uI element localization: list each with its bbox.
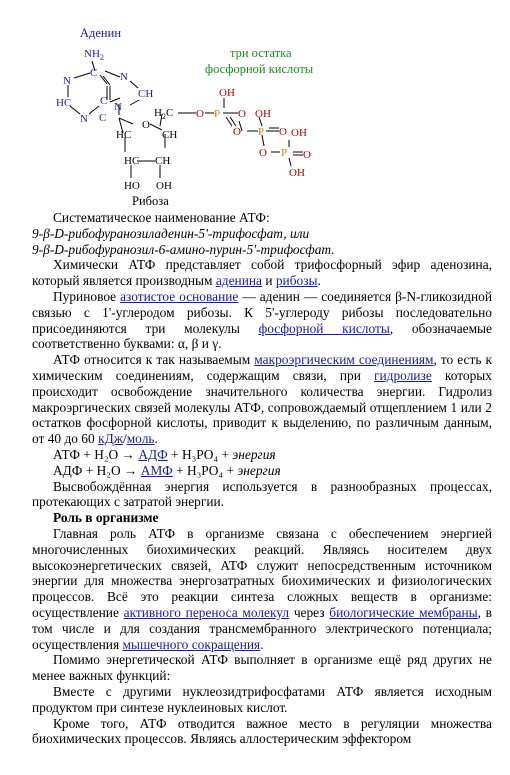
paragraph-nucleic-acids: Вместе с другими нуклеозидтрифосфатами АТФ является исходным продуктом при синтезе нуклеиновых кислот. — [32, 683, 492, 715]
atom-n3: N — [80, 113, 88, 125]
atom-oh-p2: OH — [255, 108, 271, 120]
systematic-name-label: Систематическое наименование АТФ: — [53, 210, 270, 225]
equation-adp: АДФ + H₂O → АМФ + H₃PO₄ + энергия — [53, 462, 281, 478]
atom-o-p2: O — [279, 126, 287, 138]
atom-ch-bottom: CH — [155, 155, 171, 167]
atom-o-link2: O — [238, 108, 246, 120]
atom-hc-left: HC — [116, 129, 132, 141]
paragraph-purine: Пуриновое азотистое основание — аденин — соединяется β-N-гликозидной связью с 1'-углеродом рибозы. К 5'-углероду рибозы последовательно присоединяются три молекулы фосфорной кислоты, обозначаемые соответственно буквами: α, β и γ. — [32, 288, 492, 352]
phosphate-label-1: три остатка — [230, 46, 292, 60]
paragraph-chemistry: Химически АТФ представляет собой трифосфорный эфир аденозина, который является производным аденина и рибозы. — [32, 257, 492, 289]
link-adp[interactable]: АДФ — [138, 446, 168, 462]
paragraph-released-energy: Высвобождённая энергия используется в разнообразных процессах, протекающих с затратой энергии. — [32, 478, 492, 510]
link-macroergic-compounds[interactable]: макроэргическим соединениям — [254, 352, 434, 368]
atom-ch8: CH — [138, 88, 154, 100]
link-kj[interactable]: кДж — [98, 431, 123, 447]
atom-o-link3: O — [259, 147, 267, 159]
atom-o-p3: O — [303, 149, 311, 161]
atom-n7: N — [120, 71, 128, 83]
paragraph-other-functions: Помимо энергетической АТФ выполняет в организме ещё ряд других не менее важных функций: — [32, 652, 492, 684]
atom-c4: C — [99, 112, 107, 124]
link-mol[interactable]: моль — [126, 431, 155, 447]
atom-o-p1: O — [233, 126, 241, 138]
paragraph-macroergic: АТФ относится к так называемым макроэргическим соединениям, то есть к химическим соединениям, содержащим связи, при гидролизе которых происходит освобождение значительного количества энергии. Гидролиз макроэргических связей молекулы АТФ, сопровождаемый отщеплением 1 или 2 остатков фосфорной кислоты, приводит к выделению, по различным данным, от 40 до 60 кДж/моль. — [32, 352, 492, 447]
link-amp[interactable]: АМФ — [140, 462, 173, 478]
atom-oh-ribose: OH — [156, 180, 172, 192]
atom-n1: N — [63, 75, 71, 87]
atom-oh-p1: OH — [219, 87, 235, 99]
section-heading-role: Роль в организме — [53, 510, 159, 526]
link-hydrolysis[interactable]: гидролизе — [374, 367, 432, 383]
atom-c5: C — [100, 95, 108, 107]
link-adenine[interactable]: аденина — [215, 273, 262, 289]
link-ribose[interactable]: рибозы — [275, 273, 318, 289]
atom-ho: HO — [124, 180, 140, 192]
atom-ring-o: O — [142, 119, 150, 131]
paragraph-regulation: Кроме того, АТФ отводится важное место в регуляции множества биохимических процессов. Являясь аллостерическим эффектором — [32, 715, 492, 747]
adenine-label: Аденин — [80, 26, 122, 40]
document-body — [32, 210, 492, 747]
systematic-name-2: 9-β-D-рибофуранозил-6-амино-пурин-5'-трифосфат. — [32, 241, 335, 257]
atom-p3: P — [281, 147, 288, 159]
atom-p1: P — [214, 108, 221, 120]
atom-oh-p3-bottom: OH — [289, 167, 305, 179]
atom-hc2: HC — [56, 97, 72, 109]
paragraph-main-role: Главная роль АТФ в организме связана с обеспечением энергией многочисленных биохимических реакций. Являясь носителем двух высокоэнергетических связей, АТФ служит непосредственным источником энергии для множества энергозатратных биохимических и физиологических процессов. Всё это реакции синтеза сложных веществ в организме: осуществление активного переноса молекул через биологические мембраны, в том числе и для создания трансмембранного электрического потенциала; осуществления мышечного сокращения. — [32, 525, 493, 652]
link-phosphoric-acid[interactable]: фосфорной кислоты — [258, 320, 390, 336]
systematic-name-1: 9-β-D-рибофуранозиладенин-5'-трифосфат, или — [32, 225, 310, 241]
atp-structure-figure — [0, 0, 510, 212]
atom-oh-p3-top: OH — [291, 127, 307, 139]
atom-ch2: $H_2C$ — [154, 107, 174, 121]
link-muscle-contraction[interactable]: мышечного сокращения — [122, 636, 261, 652]
atom-hc-bottom: HC — [124, 155, 140, 167]
link-biological-membranes[interactable]: биологические мембраны — [329, 604, 478, 620]
atom-c6: C — [90, 67, 98, 79]
atom-o-link1: O — [196, 108, 204, 120]
ribose-label: Рибоза — [132, 194, 169, 208]
atom-ch-right: CH — [162, 129, 178, 141]
atom-n9: N — [114, 101, 122, 113]
link-nitrogenous-base[interactable]: азотистое основание — [120, 288, 239, 304]
atom-nh2: $NH_2$ — [84, 48, 104, 62]
phosphate-label-2: фосфорной кислоты — [205, 62, 314, 76]
atom-p2: P — [258, 126, 265, 138]
equation-atp: АТФ + H₂O → АДФ + H₃PO₄ + энергия — [53, 446, 276, 462]
link-active-transport[interactable]: активного переноса молекул — [123, 604, 290, 620]
